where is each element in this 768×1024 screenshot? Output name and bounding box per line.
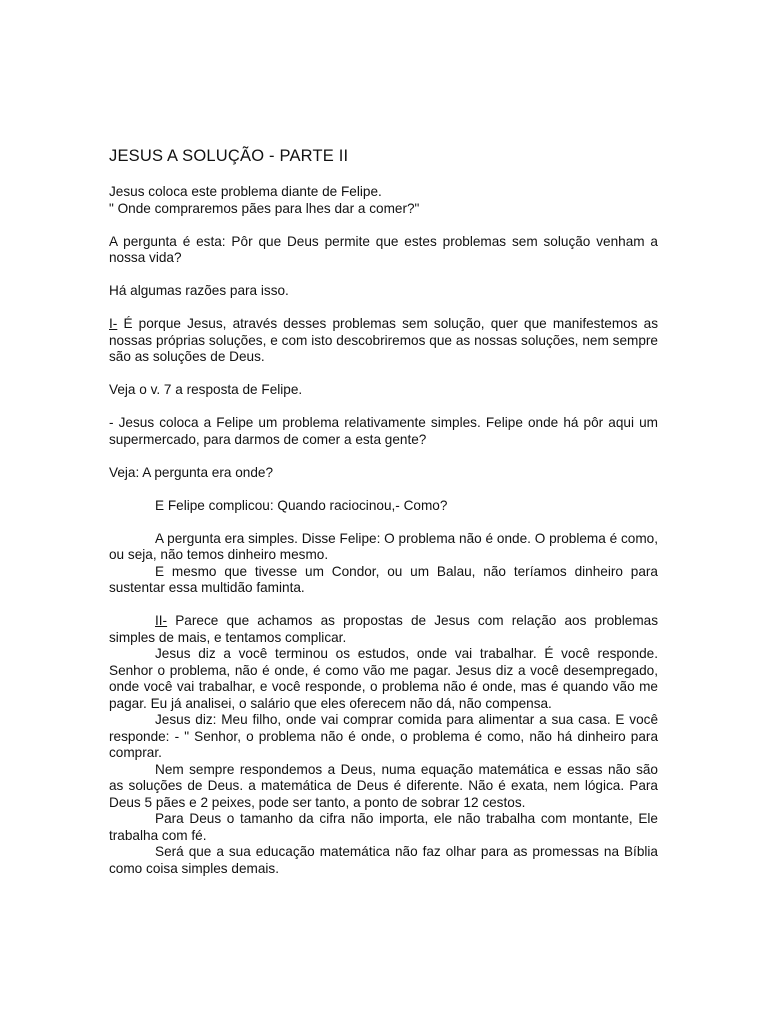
paragraph-reason-one <box>109 316 658 366</box>
paragraph-simple-question: A pergunta era simples. Disse Felipe: O problema não é onde. O problema é como, ou seja, não temos dinheiro mesmo. <box>109 530 658 562</box>
paragraph-condor: E mesmo que tivesse um Condor, ou um Balau, não teríamos dinheiro para sustentar essa multidão faminta. <box>109 563 658 595</box>
paragraph-math: Nem sempre respondemos a Deus, numa equação matemática e essas não são as soluções de Deus. a matemática de Deus é diferente. Não é exata, nem lógica. Para Deus 5 pães e 2 peixes, pode ser tanto, a ponto de sobrar 12 cestos. <box>109 761 658 810</box>
paragraph-intro-line1: Jesus coloca este problema diante de Felipe. <box>109 184 382 199</box>
paragraph-studies: Jesus diz a você terminou os estudos, onde vai trabalhar. É você responde. Senhor o problema, não é onde, é como vão me pagar. Jesus diz a você desempregado, onde você vai trabalhar, e você responde, o problema não é onde, mas é quando vão me pagar. Eu já analisei, o salário que eles oferecem não dá, não compensa. <box>109 646 658 711</box>
paragraph-verse-seven: Veja o v. 7 a resposta de Felipe. <box>109 382 303 397</box>
paragraph-reasons: Há algumas razões para isso. <box>109 283 289 298</box>
reason-two-text: Parece que achamos as propostas de Jesus com relação aos problemas simples de mais, e tentamos complicar. <box>109 613 658 645</box>
reason-one-marker: I- <box>109 316 118 331</box>
document-title: JESUS A SOLUÇÃO - PARTE II <box>109 147 349 165</box>
reason-one-text: É porque Jesus, através desses problemas sem solução, quer que manifestemos as nossas próprias soluções, e com isto descobriremos que as nossas soluções, nem sempre são as soluções de Deus. <box>109 316 658 364</box>
paragraph-food: Jesus diz: Meu filho, onde vai comprar comida para alimentar a sua casa. E você responde: - " Senhor, o problema não é onde, o problema é como, não há dinheiro para comprar. <box>109 712 658 760</box>
paragraph-simple-problem: - Jesus coloca a Felipe um problema relativamente simples. Felipe onde há pôr aqui um supermercado, para darmos de comer a esta gente? <box>109 415 658 447</box>
paragraph-promises: Será que a sua educação matemática não faz olhar para as promessas na Bíblia como coisa simples demais. <box>109 844 658 876</box>
reason-two-marker: II- <box>155 613 168 628</box>
paragraph-felipe-complicated: E Felipe complicou: Quando raciocinou,- Como? <box>155 497 448 513</box>
paragraph-reason-two <box>109 613 658 646</box>
paragraph-question: A pergunta é esta: Pôr que Deus permite que estes problemas sem solução venham a nossa vida? <box>109 233 658 265</box>
paragraph-question-where: Veja: A pergunta era onde? <box>109 464 274 480</box>
paragraph-intro-line2: " Onde compraremos pães para lhes dar a comer?" <box>109 200 420 216</box>
paragraph-amount: Para Deus o tamanho da cifra não importa, ele não trabalha com montante, Ele trabalha com fé. <box>109 811 658 843</box>
document-page <box>109 143 658 877</box>
